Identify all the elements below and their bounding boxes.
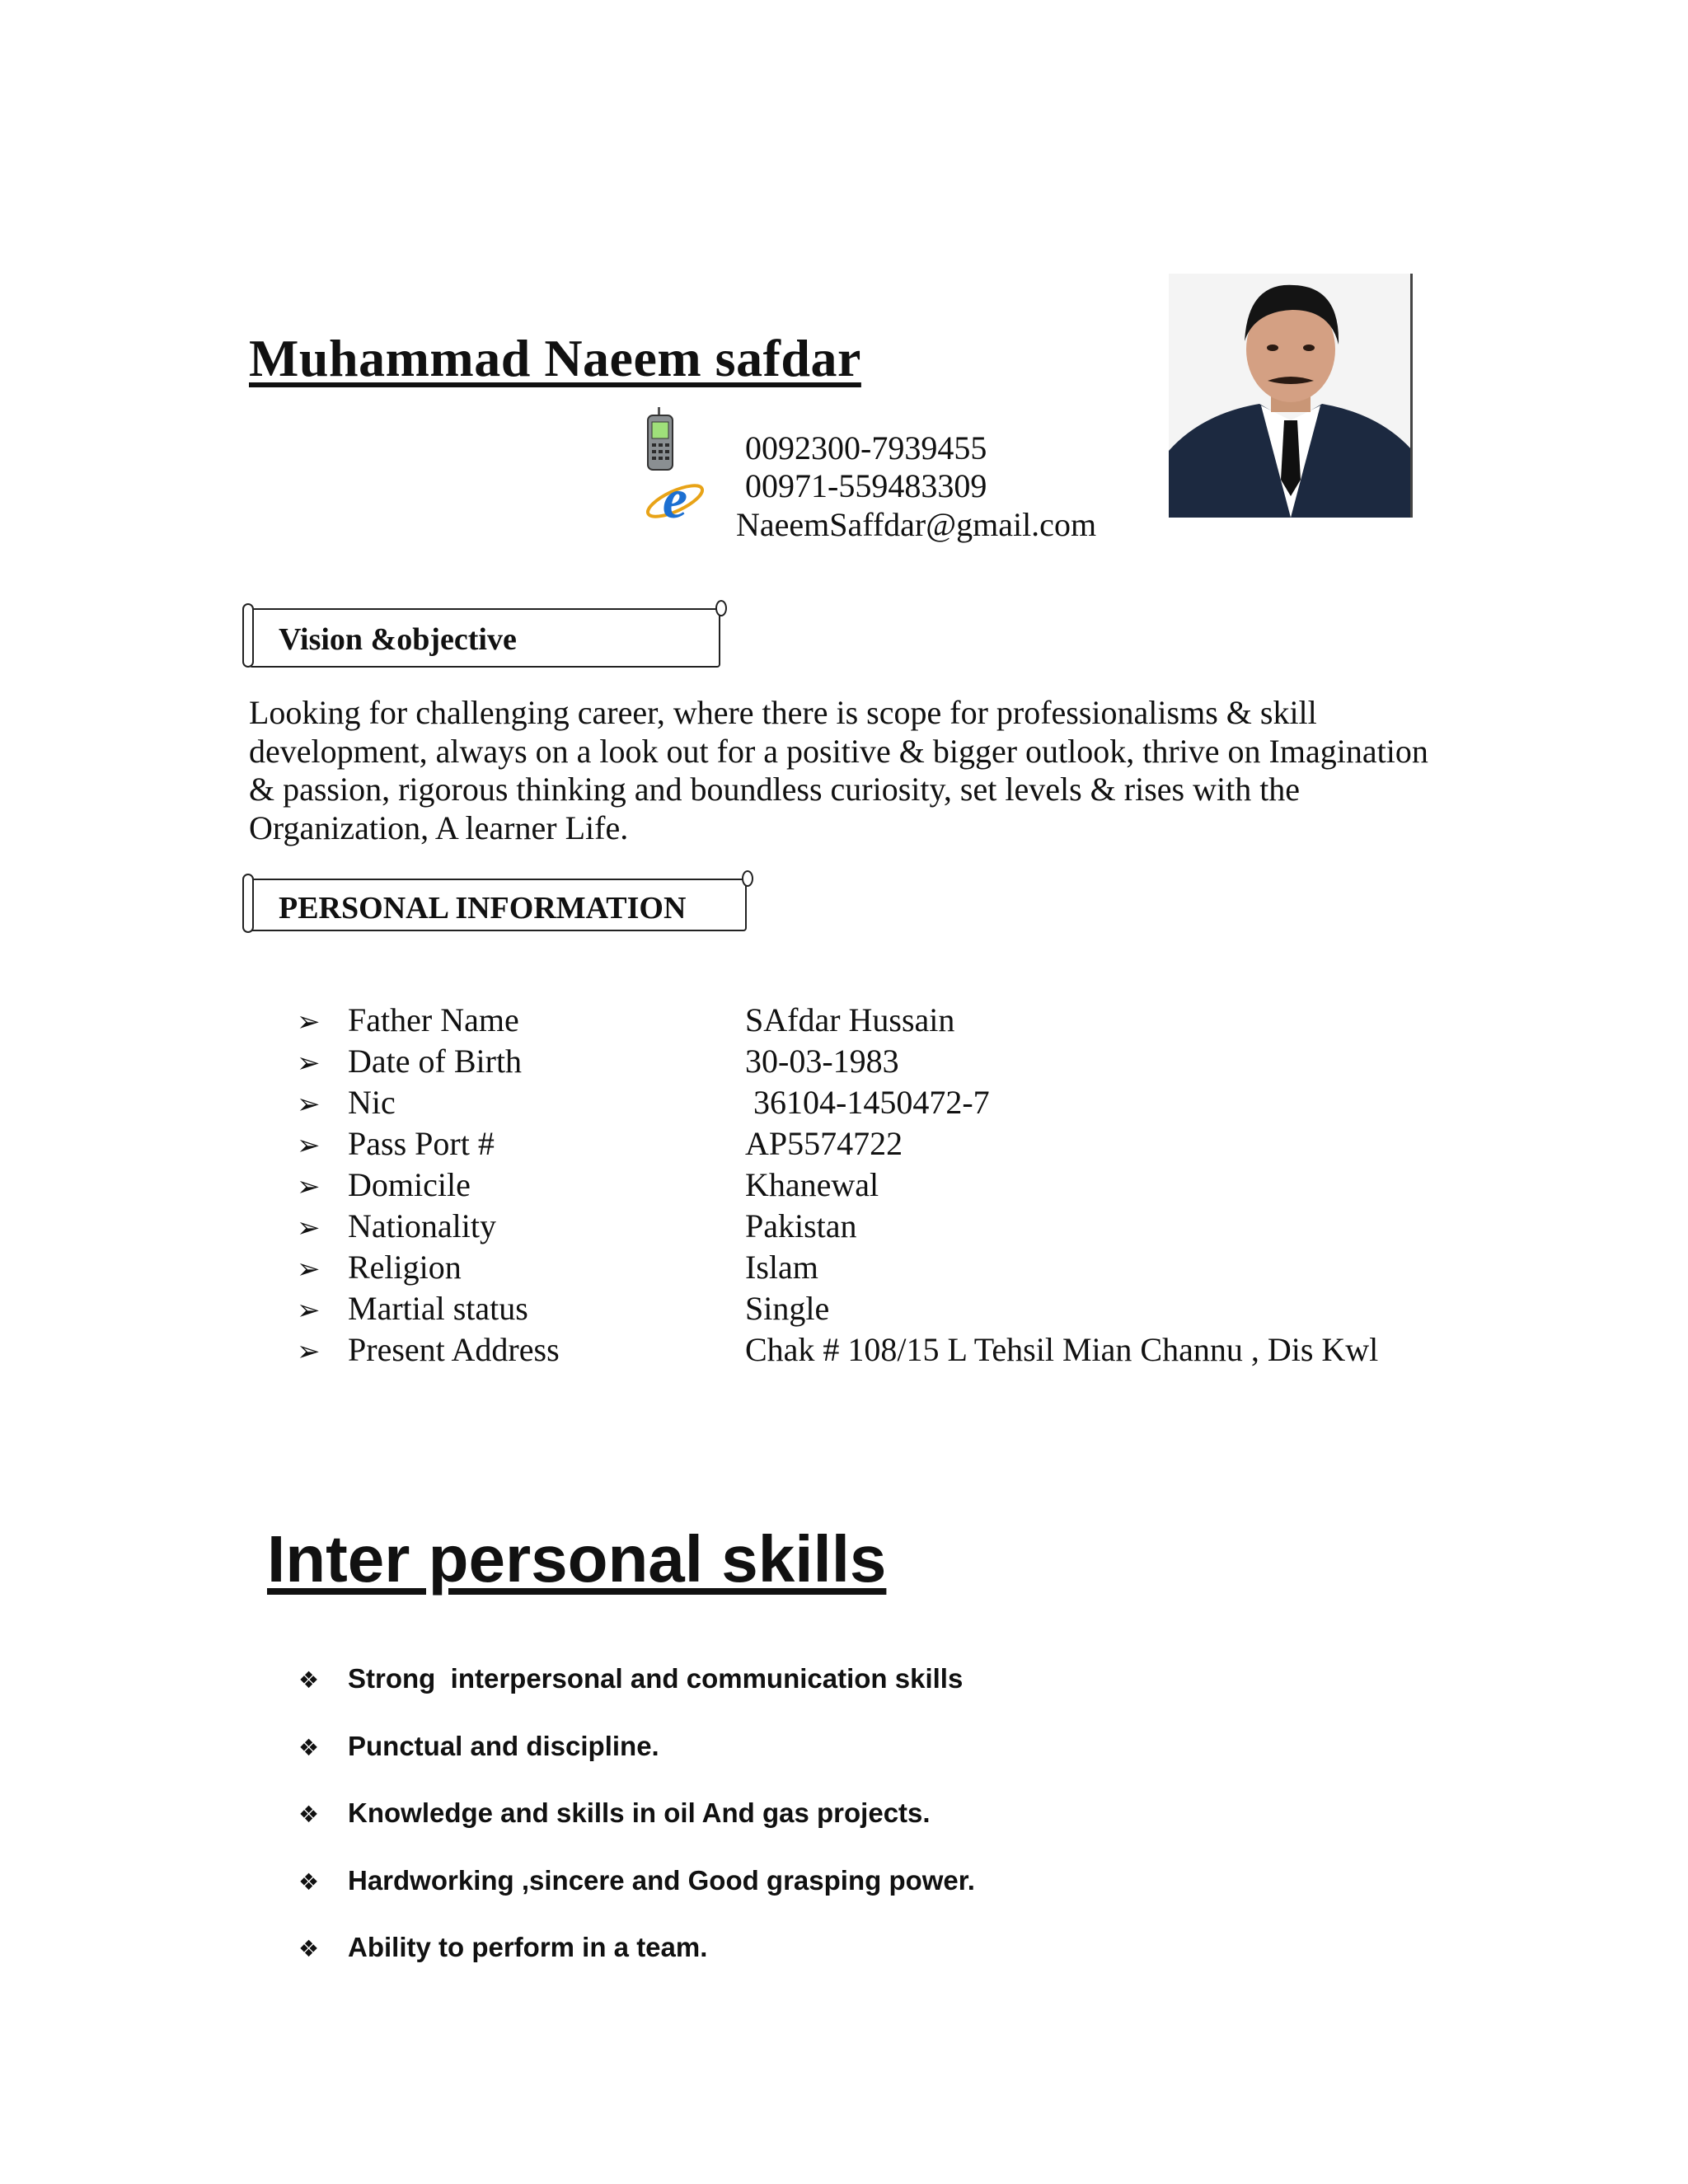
- skill-text: Ability to perform in a team.: [348, 1932, 708, 1962]
- skill-item: [298, 1663, 975, 1731]
- mobile-phone-icon: [646, 407, 674, 471]
- skill-text: Knowledge and skills in oil And gas projects.: [348, 1797, 931, 1828]
- info-label: Father Name: [348, 1001, 519, 1038]
- svg-text:e: e: [662, 471, 688, 530]
- diamond-bullet-icon: ❖: [298, 1801, 320, 1828]
- skill-item: [298, 1731, 975, 1798]
- skill-item: [298, 1932, 975, 1999]
- arrow-bullet-icon: ➢: [297, 1294, 321, 1327]
- objective-paragraph: Looking for challenging career, where there is scope for professionalisms & skill development, always on a look out for a positive & bigger outlook, thrive on Imagination & passion, rigorous thinking and boundless curiosity, set levels & rises with the Organization, A learner Life.: [249, 694, 1428, 846]
- diamond-bullet-icon: ❖: [298, 1733, 320, 1761]
- info-value: AP5574722: [745, 1125, 903, 1162]
- info-value: Single: [745, 1290, 830, 1327]
- candidate-name: Muhammad Naeem safdar: [249, 329, 861, 387]
- info-row-passport: [297, 1124, 1378, 1165]
- personal-information-label: PERSONAL INFORMATION: [279, 891, 687, 926]
- info-row-religion: [297, 1248, 1378, 1289]
- arrow-bullet-icon: ➢: [297, 1047, 321, 1080]
- info-row-nationality: [297, 1207, 1378, 1248]
- internet-explorer-icon: [643, 471, 707, 531]
- arrow-bullet-icon: ➢: [297, 1088, 321, 1121]
- arrow-bullet-icon: ➢: [297, 1253, 321, 1286]
- diamond-bullet-icon: ❖: [298, 1868, 320, 1896]
- skills-list: [298, 1663, 975, 1999]
- vision-objective-heading: [249, 608, 720, 668]
- info-row-marital-status: [297, 1289, 1378, 1330]
- personal-info-list: [297, 1001, 1378, 1371]
- info-label: Nic: [348, 1084, 396, 1121]
- info-row-father-name: [297, 1001, 1378, 1042]
- phone-number-uae: 00971-559483309: [745, 467, 987, 504]
- info-value: Chak # 108/15 L Tehsil Mian Channu , Dis Kwl: [745, 1331, 1379, 1368]
- info-row-domicile: [297, 1165, 1378, 1207]
- skill-text: Hardworking ,sincere and Good grasping power.: [348, 1864, 975, 1896]
- info-value: SAfdar Hussain: [745, 1001, 955, 1038]
- info-label: Date of Birth: [348, 1043, 523, 1080]
- profile-photo: [1169, 274, 1413, 518]
- info-value: Islam: [745, 1249, 818, 1286]
- info-value: 30-03-1983: [745, 1043, 899, 1080]
- info-row-nic: [297, 1083, 1378, 1124]
- arrow-bullet-icon: ➢: [297, 1212, 321, 1244]
- skills-heading: Inter personal skills: [267, 1522, 887, 1596]
- diamond-bullet-icon: ❖: [298, 1935, 320, 1962]
- email-address: NaeemSaffdar@gmail.com: [736, 506, 1097, 543]
- portrait-illustration: [1169, 274, 1413, 518]
- phone-number-pakistan: 0092300-7939455: [745, 429, 987, 466]
- skill-text: Strong interpersonal and communication skills: [348, 1663, 964, 1694]
- info-value: Pakistan: [745, 1207, 857, 1244]
- skill-item: [298, 1865, 975, 1933]
- skill-item: [298, 1797, 975, 1865]
- personal-information-heading: [249, 879, 747, 931]
- info-value: 36104-1450472-7: [745, 1084, 990, 1121]
- info-label: Nationality: [348, 1207, 496, 1244]
- skill-text: Punctual and discipline.: [348, 1730, 659, 1761]
- info-value: Khanewal: [745, 1166, 879, 1203]
- arrow-bullet-icon: ➢: [297, 1005, 321, 1038]
- info-label: Domicile: [348, 1166, 471, 1203]
- arrow-bullet-icon: ➢: [297, 1129, 321, 1162]
- diamond-bullet-icon: ❖: [298, 1666, 320, 1694]
- info-row-present-address: [297, 1330, 1378, 1371]
- info-label: Religion: [348, 1249, 462, 1286]
- arrow-bullet-icon: ➢: [297, 1170, 321, 1203]
- info-label: Martial status: [348, 1290, 528, 1327]
- arrow-bullet-icon: ➢: [297, 1335, 321, 1368]
- info-label: Present Address: [348, 1331, 560, 1368]
- info-label: Pass Port #: [348, 1125, 495, 1162]
- vision-objective-label: Vision &objective: [279, 622, 517, 657]
- info-row-date-of-birth: [297, 1042, 1378, 1083]
